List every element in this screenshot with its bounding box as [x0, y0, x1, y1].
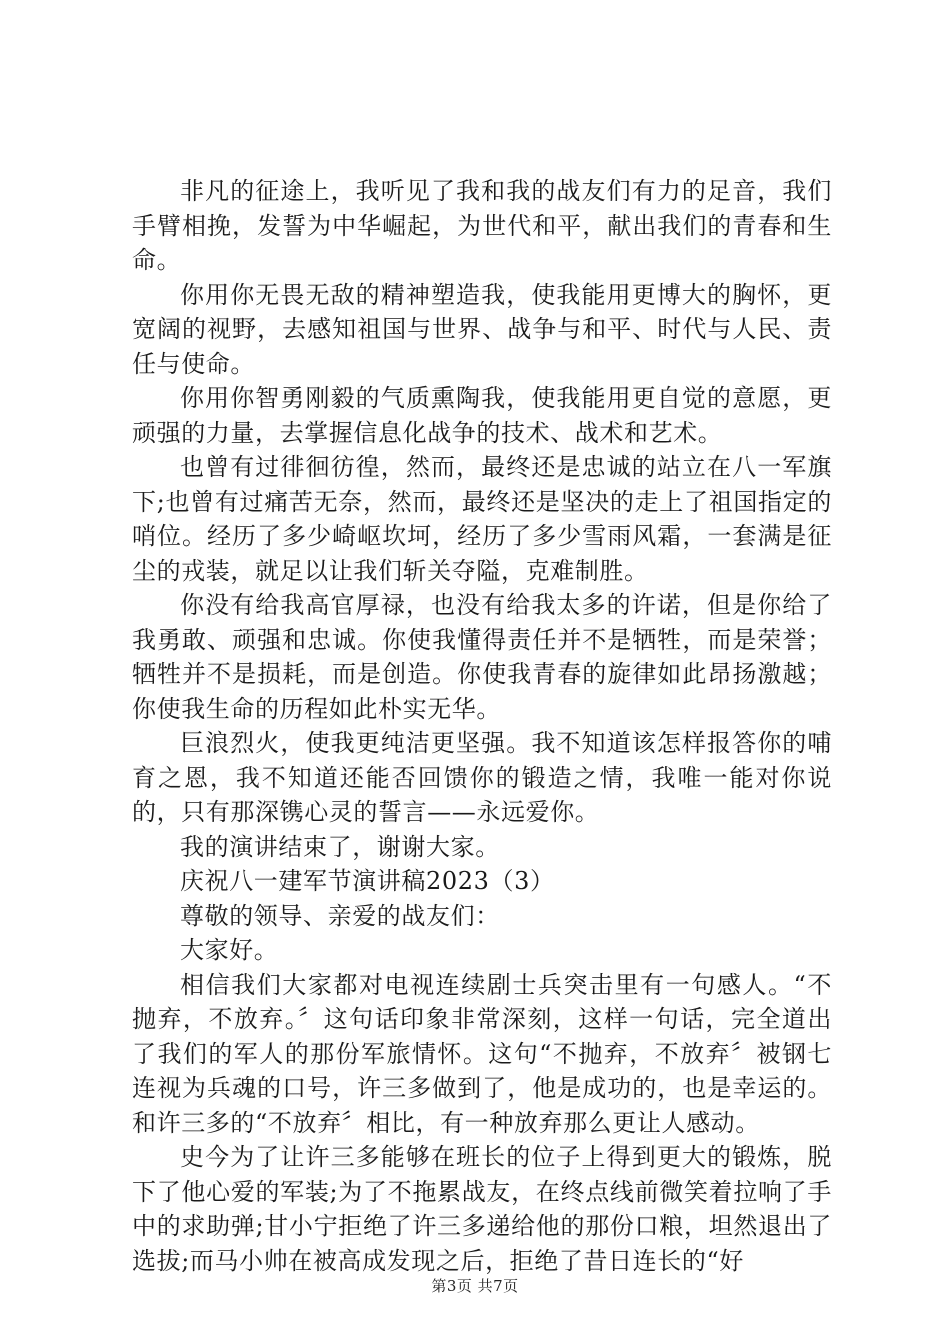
paragraph: 你用你智勇刚毅的气质熏陶我，使我能用更自觉的意愿，更顽强的力量，去掌握信息化战争的技术、战术和艺术。 — [132, 384, 832, 447]
paragraph: 你没有给我高官厚禄，也没有给我太多的许诺，但是你给了我勇敢、顽强和忠诚。你使我懂得责任并不是牺牲，而是荣誉；牺牲并不是损耗，而是创造。你使我青春的旋律如此昂扬激越；你使我生命的历程如此朴实无华。 — [132, 591, 832, 723]
section-title: 庆祝八一建军节演讲稿2023（3） — [180, 867, 555, 895]
page-number-footer: 第3页 共7页 — [431, 1277, 519, 1295]
paragraph: 史今为了让许三多能够在班长的位子上得到更大的锻炼，脱下了他心爱的军装;为了不拖累战友，在终点线前微笑着拉响了手中的求助弹;甘小宁拒绝了许三多递给他的那份口粮，坦然退出了选拔;而马小帅在被高成发现之后，拒绝了昔日连长的“好 — [132, 1143, 832, 1275]
paragraph: 巨浪烈火，使我更纯洁更坚强。我不知道该怎样报答你的哺育之恩，我不知道还能否回馈你的锻造之情，我唯一能对你说的，只有那深镌心灵的誓言——永远爱你。 — [132, 729, 832, 826]
paragraph: 也曾有过徘徊彷徨，然而，最终还是忠诚的站立在八一军旗下;也曾有过痛苦无奈，然而，最终还是坚决的走上了祖国指定的哨位。经历了多少崎岖坎坷，经历了多少雪雨风霜，一套满是征尘的戎装，就足以让我们斩关夺隘，克难制胜。 — [132, 453, 832, 585]
paragraph: 非凡的征途上，我听见了我和我的战友们有力的足音，我们手臂相挽，发誓为中华崛起，为世代和平，献出我们的青春和生命。 — [132, 177, 832, 274]
paragraph: 相信我们大家都对电视连续剧士兵突击里有一句感人。“不抛弃，不放弃。〞这句话印象非常深刻，这样一句话，完全道出了我们的军人的那份军旅情怀。这句“不抛弃，不放弃〞被钢七连视为兵魂的口号，许三多做到了，他是成功的，也是幸运的。和许三多的“不放弃〞相比，有一种放弃那么更让人感动。 — [132, 970, 832, 1137]
closing-line: 我的演讲结束了，谢谢大家。 — [180, 832, 500, 861]
greeting: 大家好。 — [180, 936, 279, 964]
document-body — [132, 174, 832, 1278]
salutation: 尊敬的领导、亲爱的战友们： — [180, 901, 500, 930]
paragraph: 你用你无畏无敌的精神塑造我，使我能用更博大的胸怀，更宽阔的视野，去感知祖国与世界、战争与和平、时代与人民、责任与使命。 — [132, 280, 832, 378]
